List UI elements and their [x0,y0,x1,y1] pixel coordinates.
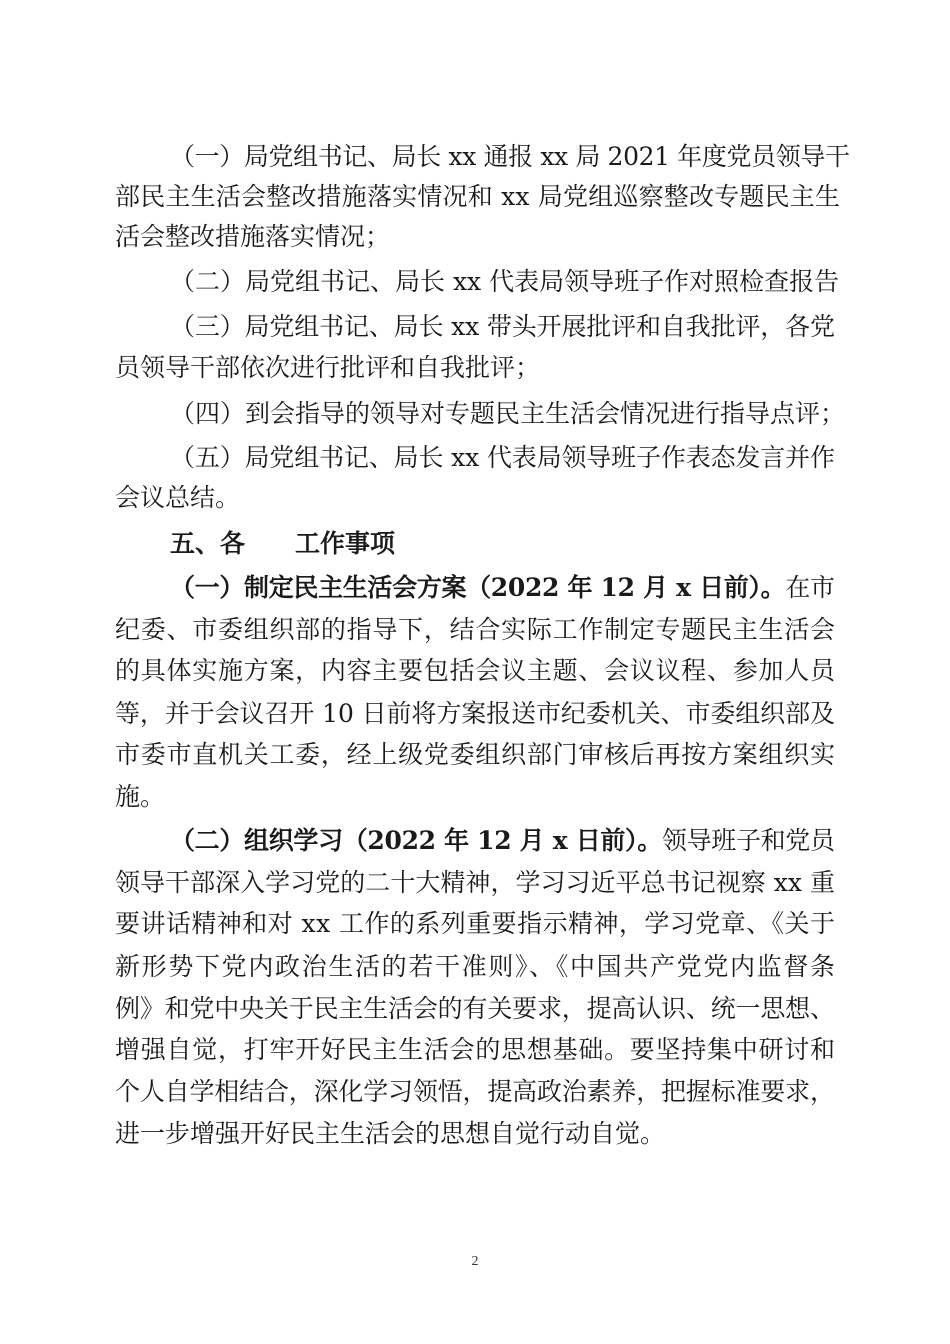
text-segment: 在市 [785,573,835,602]
text-segment: 新形势下党内政治生活的若干准则》、《中国共产党党内监督条 [115,952,837,981]
text-segment: （三）局党组书记、局长 xx 带头开展批评和自我批评，各党 [170,312,835,341]
text-segment: 等，并于会议召开 10 日前将方案报送市纪委机关、市委组织部及 [115,699,835,728]
text-line [115,1075,835,1109]
text-line [115,907,835,941]
text-segment: 纪委、市委组织部的指导下，结合实际工作制定专题民主生活会 [115,615,836,644]
text-line [115,1117,665,1151]
text-line [170,527,395,561]
text-segment: 员领导干部依次进行批评和自我批评； [115,353,541,382]
text-line [115,950,837,984]
text-line [170,310,835,344]
text-segment: 领导干部深入学习党的二十大精神，学习习近平总书记视察 xx 重 [115,868,836,897]
text-line [115,351,540,385]
bold-text-segment: （一）制定民主生活会方案（2022 年 12 月 x 日前）。 [170,573,786,602]
text-line [115,180,840,214]
text-segment: 个人自学相结合，深化学习领悟，提高政治素养，把握标准要求， [115,1077,835,1106]
text-segment: （四）到会指导的领导对专题民主生活会情况进行指导点评； [170,399,846,428]
text-line [170,571,835,605]
text-line [115,866,835,900]
text-line [170,397,845,431]
text-segment: （二）局党组书记、局长 xx 代表局领导班子作对照检查报告 [170,267,840,296]
text-line [115,220,390,254]
text-line [115,697,835,731]
text-line [115,654,836,688]
text-line [115,613,836,647]
bold-text-segment: 五、各 工作事项 [170,529,396,558]
text-segment: 进一步增强开好民主生活会的思想自觉行动自觉。 [115,1119,666,1148]
text-segment: 增强自觉，打牢开好民主生活会的思想基础。要坚持集中研讨和 [115,1035,836,1064]
text-segment: 部民主生活会整改措施落实情况和 xx 局党组巡察整改专题民主生 [115,182,841,211]
text-segment: 会议总结。 [115,483,241,512]
text-segment: 施。 [115,782,166,811]
text-segment: 活会整改措施落实情况； [115,222,391,251]
text-line [115,780,165,814]
text-segment: 的具体实施方案，内容主要包括会议主题、会议议程、参加人员 [115,656,836,685]
page-number: 2 [471,1254,479,1269]
text-line [170,824,835,858]
text-line [170,140,850,174]
text-line [170,265,839,299]
bold-text-segment: （二）组织学习（2022 年 12 月 x 日前）。 [170,826,662,855]
text-segment: （一）局党组书记、局长 xx 通报 xx 局 2021 年度党员领导干 [170,142,850,171]
text-segment: 要讲话精神和对 xx 工作的系列重要指示精神，学习党章、《关于 [115,909,836,938]
text-segment: （五）局党组书记、局长 xx 代表局领导班子作表态发言并作 [170,443,835,472]
text-line [115,992,835,1026]
text-line [115,1033,836,1067]
text-segment: 例》和党中央关于民主生活会的有关要求，提高认识、统一思想、 [115,994,835,1023]
text-segment: 领导班子和党员 [661,826,835,855]
text-line [170,441,835,475]
text-segment: 市委市直机关工委，经上级党委组织部门审核后再按方案组织实 [115,740,836,769]
text-line [115,738,836,772]
text-line [115,481,240,515]
